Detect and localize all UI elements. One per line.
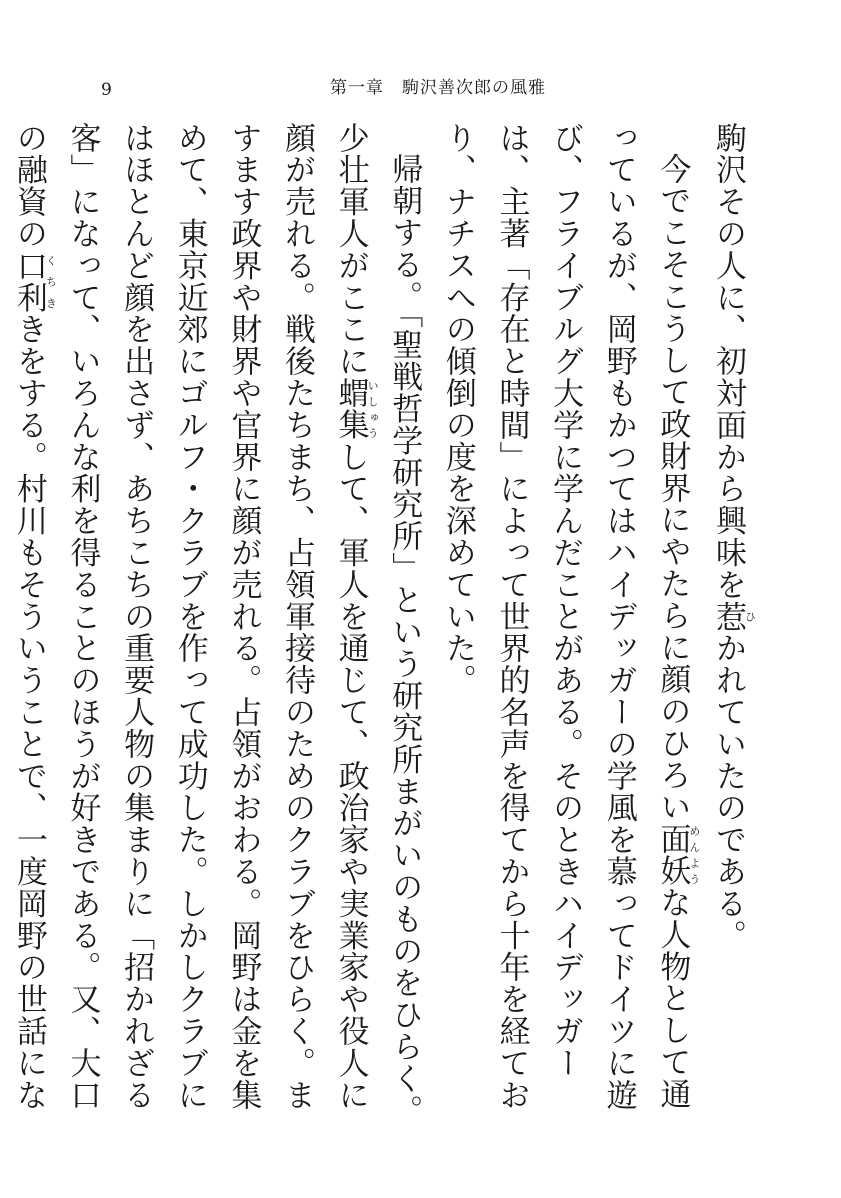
page-number: 9 bbox=[101, 80, 112, 100]
paragraph-3: 帰朝する。「聖戦哲学研究所」という研究所まがいのものをひらく。少壮軍人がここに蝟集いしゅうして、軍人を通じて、政治家や実業家や役人に顔が売れる。戦後たちまち、占領軍接待のためのクラブをひらく。ますます政界や財界や官界に顔が売れる。占領がおわる。岡野は金を集めて、東京近郊にゴルフ・クラブを作って成功した。しかしクラブにはほとんど顔を出さず、あちこちの重要人物の集まりに「招かれざる客」になって、いろんな利を得ることのほうが好きである。又、大口の融資の口利くちききをする。村川もそういうことで、一度岡野の世話にな bbox=[10, 122, 423, 1127]
paragraph-1: 駒沢その人に、初対面から興味を惹ひかれていたのである。 bbox=[710, 122, 757, 952]
running-head: 第一章 駒沢善次郎の風雅 bbox=[330, 78, 546, 98]
body-text bbox=[10, 122, 757, 1137]
paragraph-2: 今でこそこうして政財界にやたらに顔のひろい面妖めんような人物として通っているが、岡野もかつてはハイデッガーの学風を慕ってドイツに遊び、フライブルグ大学に学んだことがある。そのときハイデッガーは、主著「存在と時間」によって世界的名声を得てから十年を経ており、ナチスへの傾倒の度を深めていた。 bbox=[439, 122, 701, 1111]
